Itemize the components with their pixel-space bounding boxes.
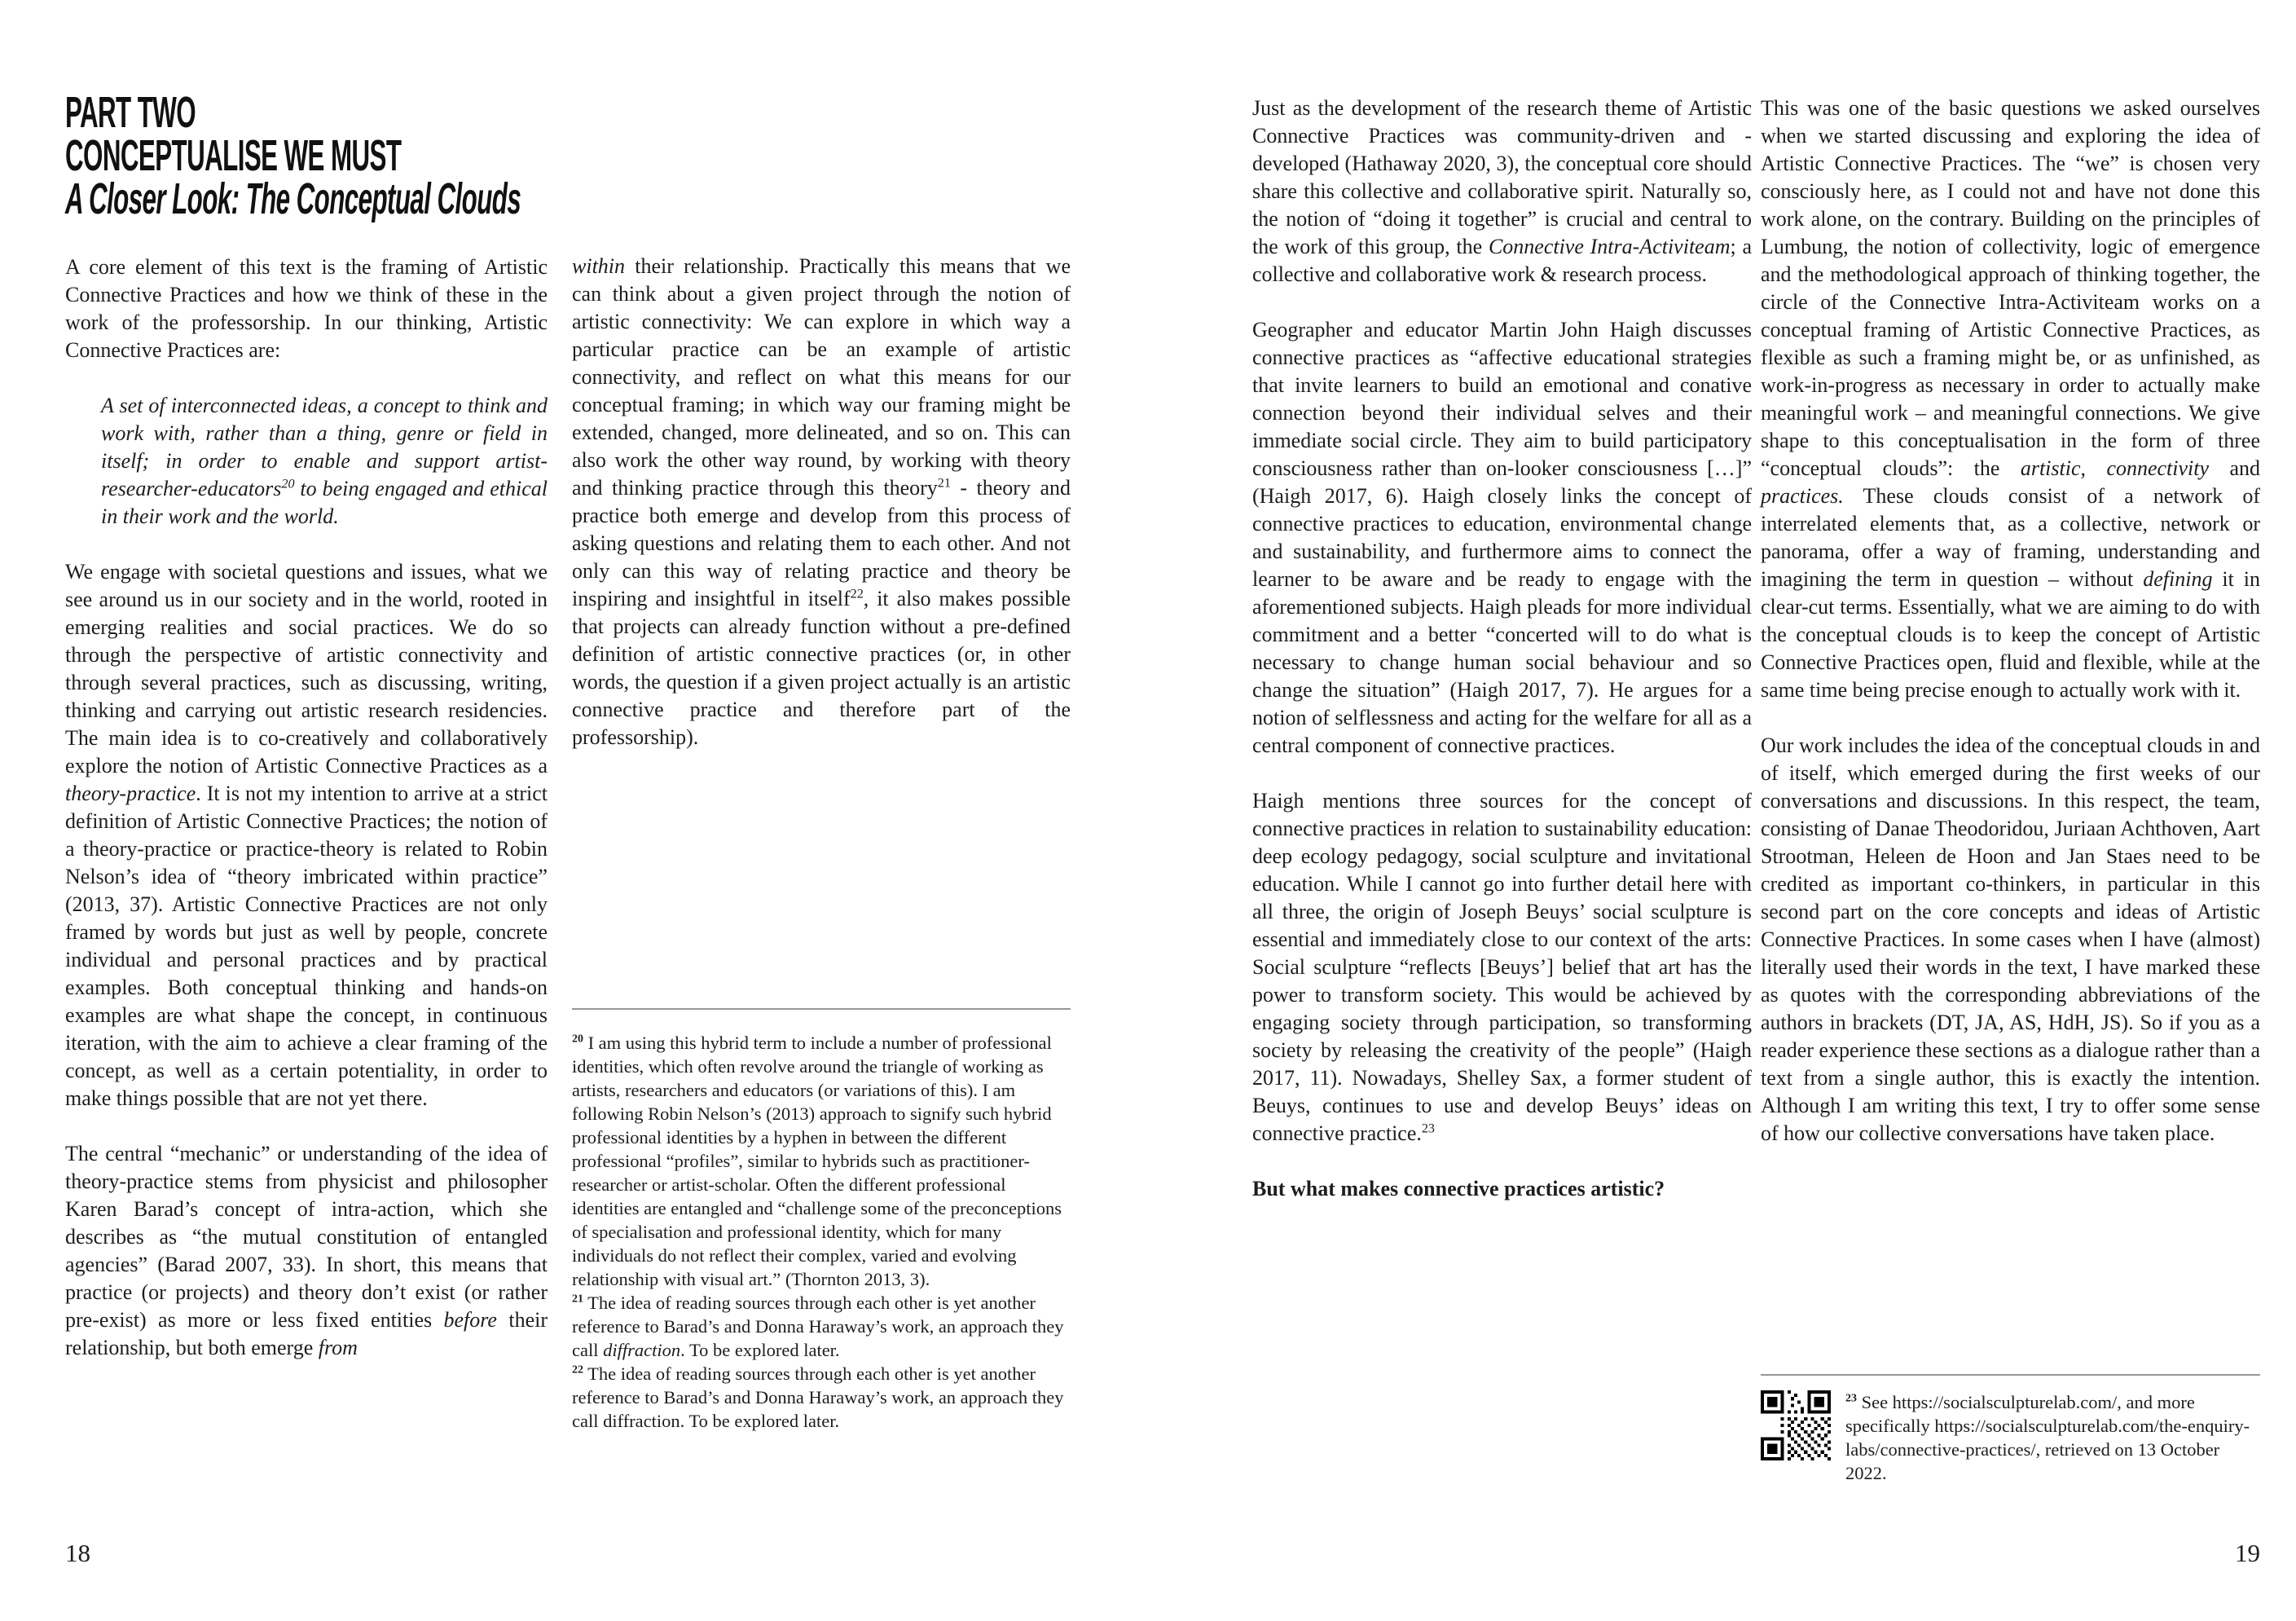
paragraph: The central “mechanic” or understanding of the idea of theory-practice stems from physicist and philosopher Karen Barad’s concept of intra-action, which she describes as “the mutual constitution of entangled agencies” (Barad 2007, 33). In short, this means that practice (or projects) and theory don’t exist (or rather pre-exist) as more or less fixed entities before their relationship, but both emerge from	[65, 1142, 548, 1359]
footnote-20: $^{20}$ I am using this hybrid term to include a number of professional identities, which often revolve around the triangle of working as artists, researchers and educators (or variations of this). I am following Robin Nelson’s (2013) approach to signify such hybrid professional identities by a hyphen in between the different professional “profiles”, similar to hybrids such as practitioner-researcher or artist-scholar. Often the different professional identities are entangled and “challenge some of the preconceptions of specialisation and professional identity, which for many individuals do not reflect their complex, varied and evolving relationship with visual art.” (Thornton 2013, 3).	[572, 1033, 1062, 1289]
footnote-21: $^{21}$ The idea of reading sources through each other is yet another reference to Barad’s and Donna Haraway’s work, an approach they call diffraction. To be explored later.	[572, 1293, 1064, 1360]
left-column-1	[65, 88, 548, 1390]
right-column-2	[1761, 95, 2260, 1175]
page-number-left: 18	[65, 1539, 90, 1567]
paragraph: We engage with societal questions and issues, what we see around us in our society and in the world, rooted in emerging realities and social practices. We do so through the perspective of artistic connectivity and through several practices, such as discussing, writing, thinking and carrying out artistic research residencies. The main idea is to co-creatively and collaboratively explore the notion of Artistic Connective Practices as a theory-practice. It is not my intention to arrive at a strict definition of Artistic Connective Practices; the notion of a theory-practice or practice-theory is related to Robin Nelson’s idea of “theory imbricated within practice” (2013, 37). Artistic Connective Practices are not only framed by words but just as well by people, concrete individual and personal practices and by practical examples. Both conceptual thinking and hands-on examples are what shape the concept, in continuous iteration, with the aim to achieve a clear framing of the concept, as well as a certain potentiality, in order to make things possible that are not yet there.	[65, 560, 548, 1110]
footnotes-left	[572, 1008, 1071, 1433]
paragraph: within their relationship. Practically this means that we can think about a given project through the notion of artistic connectivity: We can explore in which way a particular practice can be an example of artistic connectivity, and reflect on what this means for our conceptual framing; in which way our framing might be extended, changed, more delineated, and so on. This can also work the other way round, by working with theory and thinking practice through this theory$^{21}$ - theory and practice both emerge and develop from this process of asking questions and relating them to each other. And not only can this way of relating practice and theory be inspiring and insightful in itself$^{22}$, it also makes possible that projects can already function without a pre-defined definition of artistic connective practices (or, in other words, the question if a given project actually is an artistic connective practice and therefore part of the professorship).	[572, 254, 1071, 749]
paragraph: Haigh mentions three sources for the concept of connective practices in relation to sustainability education: deep ecology pedagogy, social sculpture and invitational education. While I cannot go into further detail here with all three, the origin of Joseph Beuys’ social sculpture is essential and immediately close to our context of the arts: Social sculpture “reflects [Beuys’] belief that art has the power to transform society. This would be achieved by engaging society through participation, so transforming society by releasing the creativity of the people” (Haigh 2017, 11). Nowadays, Shelley Sax, a former student of Beuys, continues to use and develop Beuys’ ideas on connective practice.$^{23}$	[1252, 789, 1752, 1145]
paragraph: This was one of the basic questions we asked ourselves when we started discussing and exploring the idea of Artistic Connective Practices. The “we” is chosen very consciously here, as I could not and have not done this work alone, on the contrary. Building on the principles of Lumbung, the notion of collectivity, logic of emergence and the methodological approach of thinking together, the circle of the Connective Intra-Activiteam works on a conceptual framing of Artistic Connective Practices, as flexible as such a framing might be, or as unfinished, as work-in-progress as necessary in order to actually make meaningful work – and meaningful connections. We give shape to this conceptualisation in the form of three “conceptual clouds”: the artistic, connectivity and practices. These clouds consist of a network of interrelated elements that, as a collective, network or panorama, offer a way of framing, understanding and imagining the term in question – without defining it in clear-cut terms. Essentially, what we are aiming to do with the conceptual clouds is to keep the concept of Artistic Connective Practices open, fluid and flexible, while at the same time being precise enough to actually work with it.	[1761, 96, 2261, 702]
right-column-1	[1252, 95, 1752, 1231]
chapter-subtitle: A Closer Look: The Conceptual Clouds	[65, 174, 521, 223]
footnote-22: $^{22}$ The idea of reading sources through each other is yet another reference to Barad’s and Donna Haraway’s work, an approach they call diffraction. To be explored later.	[572, 1363, 1064, 1431]
chapter-title: CONCEPTUALISE WE MUST	[65, 131, 402, 180]
question-heading: But what makes connective practices artistic?	[1252, 1177, 1665, 1200]
definition-blockquote: A set of interconnected ideas, a concept to think and work with, rather than a thing, genre or field in itself; in order to enable and support artist-researcher-educators$^{20}$ to being engaged and ethical in their work and the world.	[101, 394, 548, 528]
footnote-23: $^{23}$ See https://socialsculpturelab.com/, and more specifically https://socialsculpturelab.com/the-enquiry-labs/connective-practices/, retrieved on 13 October 2022.	[1845, 1392, 2250, 1483]
page-number-right: 19	[2235, 1539, 2260, 1567]
paragraph: Geographer and educator Martin John Haigh discusses connective practices as “affective educational strategies that invite learners to build an emotional and conative connection beyond their individual selves and their immediate social circle. They aim to build participatory consciousness rather than on-looker consciousness […]” (Haigh 2017, 6). Haigh closely links the concept of connective practices to education, environmental change and sustainability, and furthermore aims to connect the learner to be aware and be ready to engage with the aforementioned subjects. Haigh pleads for more individual commitment and a better “concerted will to do what is necessary to change human social behaviour and so change the situation” (Haigh 2017, 7). He argues for a notion of selflessness and acting for the welfare for all as a central component of connective practices.	[1252, 318, 1752, 757]
chapter-heading	[65, 88, 548, 223]
left-column-2	[572, 253, 1071, 779]
part-label: PART TWO	[65, 88, 196, 137]
footnote-23-block	[1761, 1374, 2260, 1485]
paragraph: Our work includes the idea of the conceptual clouds in and of itself, which emerged during the first weeks of our conversations and discussions. In this respect, the team, consisting of Danae Theodoridou, Juriaan Achthoven, Aart Strootman, Heleen de Hoon and Jan Staes need to be credited as important co-thinkers, in particular in this second part on the core concepts and ideas of Artistic Connective Practices. In some cases when I have (almost) literally used their words in the text, I have marked these as quotes with the corresponding abbreviations of the authors in brackets (DT, JA, AS, HdH, JS). So if you as a reader experience these sections as a dialogue rather than a text from a single author, this is exactly the intention. Although I am writing this text, I try to offer some sense of how our collective conversations have taken place.	[1761, 733, 2260, 1145]
footnote-23-row	[1761, 1390, 2260, 1485]
qr-code-icon	[1761, 1390, 1831, 1460]
paragraph: Just as the development of the research theme of Artistic Connective Practices was community-driven and -developed (Hathaway 2020, 3), the conceptual core should share this collective and collaborative spirit. Naturally so, the notion of “doing it together” is crucial and central to the work of this group, the Connective Intra-Activiteam; a collective and collaborative work & research process.	[1252, 96, 1753, 286]
paragraph: A core element of this text is the framing of Artistic Connective Practices and how we think of these in the work of the professorship. In our thinking, Artistic Connective Practices are:	[65, 255, 548, 362]
